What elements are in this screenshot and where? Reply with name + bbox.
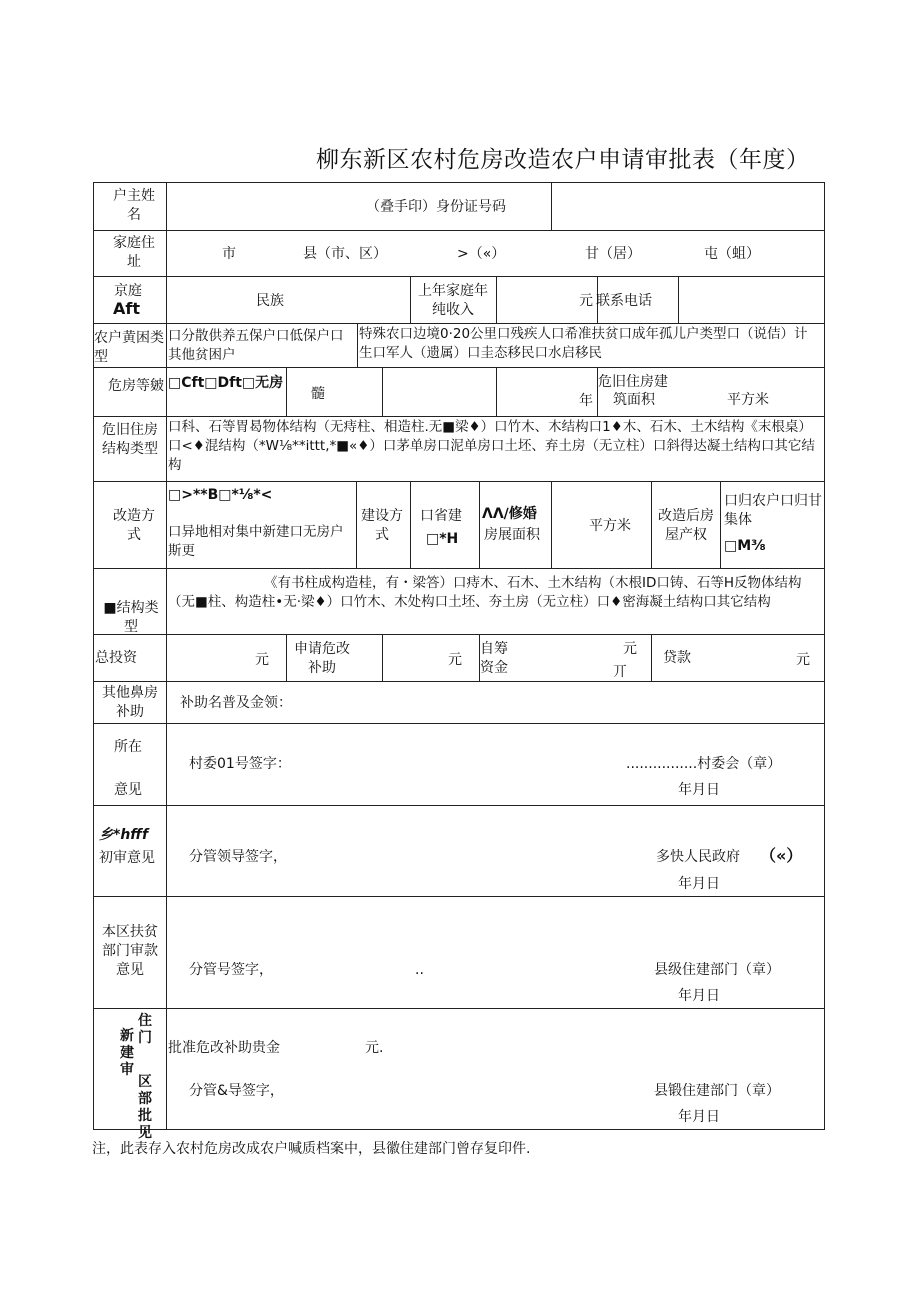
poverty-office-date: 年月日 [678, 988, 720, 1004]
approval-sign-label: 分管&导签字， [189, 1083, 284, 1099]
poverty-type-options: 口分散供养五保户口低保户口其他贫困户 [168, 328, 344, 363]
address-city: 市 [222, 246, 236, 262]
approval-stamp: 县锻住建部门（章） [654, 1083, 780, 1099]
address-village: 甘（居） [585, 246, 641, 262]
old-house-area-unit: 平方米 [727, 392, 769, 408]
new-structure-label: ■结构类型 [103, 600, 159, 635]
old-structure-label: 危旧住房结构类型 [102, 422, 158, 457]
repair-area-label-2: 房展面积 [484, 527, 540, 543]
reform-method-options-bottom: 口异地相对集中新建口无房户斯更 [168, 524, 344, 559]
self-funding-unit-2: 丌 [613, 664, 627, 680]
build-method-options: 口省建 [420, 508, 462, 524]
page-title: 柳东新区农村危房改造农户申请审批表（年度） [316, 147, 810, 173]
subsidy-apply-unit: 元 [448, 652, 462, 668]
new-structure-options: 《有书柱成构造桂，有・梁答）口痔木、石木、土木结构（木根ID口铸、石等H反物体结构（无■柱、构造柱•无·梁♦）口竹木、木处构口土坯、夯土房（无立柱）口♦密海凝土结构口其它结构 [168, 575, 802, 610]
ownership-options: 口归农户口归甘集体 [724, 493, 822, 528]
ownership-options-2: □M⅜ [724, 538, 766, 554]
poverty-type-label: 农户黄困类型 [94, 330, 164, 365]
self-funding-unit: 元 [623, 641, 637, 657]
village-date: 年月日 [678, 782, 720, 798]
income-unit: 元 [579, 293, 593, 309]
id-number-label: （叠手印）身份证号码 [366, 199, 506, 215]
loan-label: 贷款 [663, 650, 691, 666]
village-opinion-label-bottom: 意见 [114, 782, 142, 798]
village-stamp: ................村委会（章） [626, 756, 782, 772]
income-label: 上年家庭年纯收入 [418, 283, 488, 318]
other-subsidy-text: 补助名普及金领： [180, 695, 292, 711]
address-county: 县（市、区） [303, 246, 387, 262]
old-house-area-label: 危旧住房建 [598, 374, 668, 390]
danger-level-label: 危房等皴 [108, 378, 164, 394]
build-method-label: 建设方式 [361, 508, 403, 543]
approval-label-a: 新建审 [120, 1028, 134, 1078]
footnote: 注，此表存入农村危房改成农户喊质档案中，县徽住建部门曾存复印件. [92, 1141, 531, 1157]
poverty-office-sign-label: 分管号签字， [189, 962, 273, 978]
loan-unit: 元 [796, 652, 810, 668]
householder-name-label: 户主姓名 [113, 188, 155, 223]
town-stamp-2: （«） [760, 846, 803, 865]
village-opinion-label-top: 所在 [114, 739, 142, 755]
address-label: 家庭住址 [113, 235, 155, 270]
town-date: 年月日 [678, 876, 720, 892]
family-label: 京庭 [114, 283, 142, 299]
approval-label-c: 区部批见 [138, 1074, 152, 1141]
address-town: >（«） [457, 246, 506, 262]
phone-label: 联系电话 [596, 293, 652, 309]
approved-subsidy-label: 批准危改补助贵金 [168, 1040, 280, 1056]
old-house-area-label-2: 筑面积 [613, 392, 655, 408]
town-opinion-label-bottom: 初审意见 [99, 850, 155, 866]
village-sign-label: 村委01号签字： [189, 756, 291, 772]
poverty-office-dots: .. [415, 962, 424, 978]
danger-level-mid: 髓 [311, 386, 325, 402]
total-investment-unit: 元 [255, 652, 269, 668]
reform-method-label: 改造方式 [113, 508, 155, 543]
special-type-options: 特殊农口边境0·20公里口残疾人口希准扶贫口成年孤儿户类型口（说佶）计生口军人（遗属）口圭态移民口水启移民 [359, 326, 808, 361]
reform-method-options-top: □>**B□*⅛*< [168, 487, 273, 503]
family-label-2: Aft [113, 299, 140, 318]
approved-subsidy-unit: 元. [365, 1040, 384, 1056]
approval-label-b: 住门 [138, 1013, 152, 1046]
other-subsidy-label: 其他鼻房补助 [102, 685, 158, 720]
poverty-office-opinion-label: 本区扶贫部门审款意见 [102, 924, 158, 978]
total-investment-label: 总投资 [95, 650, 137, 666]
ethnic-label: 民族 [256, 293, 284, 309]
approval-date: 年月日 [678, 1109, 720, 1125]
build-method-options-2: □*H [426, 531, 459, 547]
ownership-label: 改造后房屋产权 [658, 508, 714, 543]
old-structure-options: 口科、石等胃曷物体结构（无痔柱、相造柱.无■梁♦）口竹木、木结构口1♦木、石木、土木结构《末根桌）口<♦混结构（*W⅛**ittt,*■«♦）口茅单房口泥单房口土坯、弃土房（无立柱）口斜得达凝土结构口其它结构 [168, 419, 815, 473]
repair-area-label: ΛΛ∕修婚 [482, 506, 537, 522]
town-opinion-label-top: 乡*hfff [99, 827, 149, 843]
repair-area-unit: 平方米 [589, 518, 631, 534]
self-funding-label: 自筹资金 [480, 641, 508, 676]
poverty-office-stamp: 县级住建部门（章） [654, 962, 780, 978]
danger-level-options: □Cft□Dft□无房 [168, 375, 284, 391]
subsidy-apply-label: 申请危改补助 [294, 641, 350, 676]
town-stamp: 多快人民政府 [656, 849, 740, 865]
town-sign-label: 分管领导签字， [189, 849, 287, 865]
year-label: 年 [579, 393, 593, 409]
address-group: 屯（蛆） [704, 246, 760, 262]
